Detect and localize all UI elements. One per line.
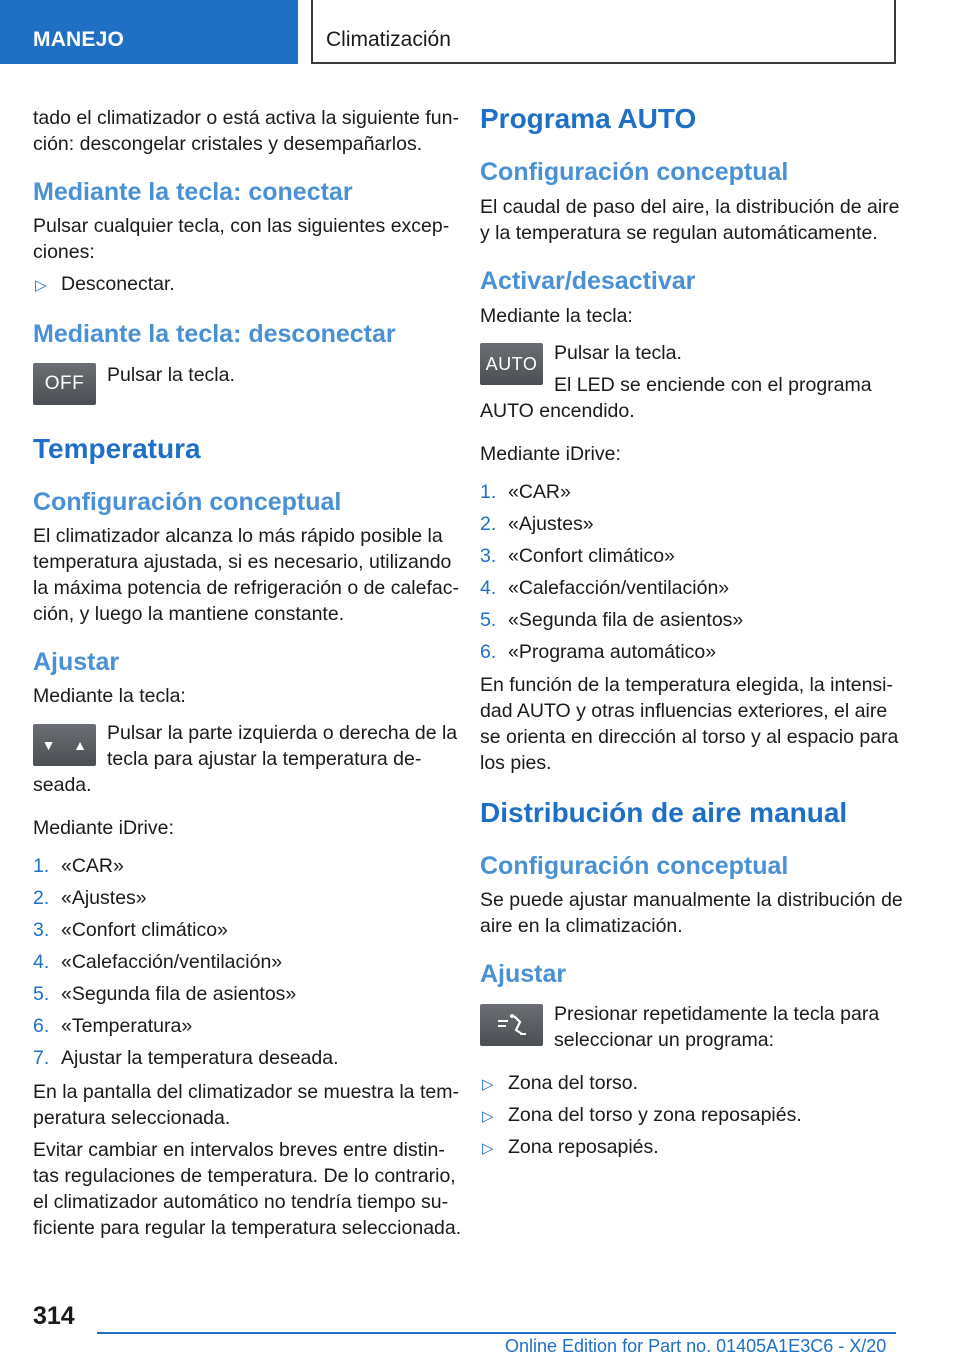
step-number: 6. (33, 1015, 50, 1037)
paragraph-line: El caudal de paso del aire, la distribución de aire (480, 196, 900, 218)
heading-manual-distribution: Distribución de aire manual (480, 797, 848, 828)
step-text: «Temperatura» (61, 1015, 193, 1037)
paragraph-line: Se puede ajustar manualmente la distribución de (480, 889, 903, 911)
step-number: 3. (33, 919, 50, 941)
bullet-triangle-icon: ▷ (482, 1108, 494, 1125)
bullet-triangle-icon: ▷ (35, 277, 47, 294)
step-text: «Segunda fila de asientos» (61, 983, 297, 1005)
header-divider (311, 0, 313, 64)
paragraph-line: El climatizador alcanza lo más rápido posible la (33, 525, 443, 547)
paragraph-line: Presionar repetidamente la tecla para (554, 1003, 880, 1025)
heading-temperature: Temperatura (33, 433, 201, 464)
footer-edition: Online Edition for Part no. 01405A1E3C6 - X/20 (505, 1336, 887, 1356)
heading-concept: Configuración conceptual (480, 852, 789, 880)
temperature-key-icon (33, 724, 96, 766)
heading-toggle: Activar/desactivar (480, 267, 696, 295)
heading-auto-program: Programa AUTO (480, 103, 697, 134)
paragraph-line: En la pantalla del climatizador se muestra la tem- (33, 1081, 459, 1103)
section-label: MANEJO (33, 28, 125, 51)
step-text: «Programa automático» (508, 641, 717, 663)
heading-key-off: Mediante la tecla: desconectar (33, 320, 396, 348)
paragraph-line: Evitar cambiar en intervalos breves entre distin- (33, 1139, 445, 1161)
paragraph-line: Pulsar la parte izquierda o derecha de la (107, 722, 458, 744)
step-text: «Confort climático» (508, 545, 675, 567)
step-number: 7. (33, 1047, 50, 1069)
page-number: 314 (33, 1302, 75, 1330)
bullet-item: Zona del torso y zona reposapiés. (508, 1104, 802, 1126)
paragraph-line: En función de la temperatura elegida, la intensi- (480, 674, 894, 696)
footer-rule (97, 1332, 896, 1334)
paragraph-line: Mediante iDrive: (33, 817, 174, 839)
paragraph-line: Pulsar la tecla. (554, 342, 682, 364)
step-number: 1. (33, 855, 50, 877)
paragraph-line: ficiente para regular la temperatura seleccionada. (33, 1217, 462, 1239)
paragraph-line: tecla para ajustar la temperatura de- (107, 748, 422, 770)
paragraph-line: ción, y luego la mantiene constante. (33, 603, 345, 625)
step-number: 4. (33, 951, 50, 973)
step-text: «Calefacción/ventilación» (508, 577, 730, 599)
step-number: 1. (480, 481, 497, 503)
bullet-triangle-icon: ▷ (482, 1140, 494, 1157)
header-rule (311, 62, 896, 64)
step-number: 5. (480, 609, 497, 631)
step-number: 3. (480, 545, 497, 567)
paragraph-line: seleccionar un programa: (554, 1029, 775, 1051)
paragraph-line: aire en la climatización. (480, 915, 683, 937)
step-text: Ajustar la temperatura deseada. (61, 1047, 339, 1069)
paragraph-line: Pulsar cualquier tecla, con las siguientes excep- (33, 215, 450, 237)
paragraph-line: Pulsar la tecla. (107, 364, 235, 386)
step-text: «Ajustes» (508, 513, 594, 535)
arrow-up-icon: ▲ (73, 737, 88, 753)
auto-key-icon: AUTO (480, 343, 543, 385)
paragraph-line: los pies. (480, 752, 552, 774)
paragraph-line: temperatura ajustada, si es necesario, utilizando (33, 551, 452, 573)
step-text: «CAR» (61, 855, 124, 877)
step-text: «Confort climático» (61, 919, 228, 941)
heading-concept: Configuración conceptual (33, 488, 342, 516)
air-distribution-icon (494, 1012, 530, 1038)
step-text: «Segunda fila de asientos» (508, 609, 744, 631)
paragraph-line: se orienta en dirección al torso y al espacio para (480, 726, 899, 748)
bullet-triangle-icon: ▷ (482, 1076, 494, 1093)
step-number: 4. (480, 577, 497, 599)
step-number: 2. (33, 887, 50, 909)
bullet-item: Zona del torso. (508, 1072, 639, 1094)
step-text: «Calefacción/ventilación» (61, 951, 283, 973)
paragraph-line: Mediante la tecla: (480, 305, 633, 327)
paragraph-line: Mediante iDrive: (480, 443, 621, 465)
paragraph-line: el climatizador automático no tendría tiempo su- (33, 1191, 449, 1213)
intro-line: ción: descongelar cristales y desempañarlos. (33, 133, 423, 155)
paragraph-line: dad AUTO y otras influencias exteriores, el aire (480, 700, 888, 722)
bullet-item: Desconectar. (61, 273, 175, 295)
section-tab (0, 0, 298, 64)
step-text: «CAR» (508, 481, 571, 503)
heading-key-on: Mediante la tecla: conectar (33, 178, 353, 206)
paragraph-line: tas regulaciones de temperatura. De lo contrario, (33, 1165, 456, 1187)
step-number: 2. (480, 513, 497, 535)
off-key-icon: OFF (33, 363, 96, 405)
header-divider-right (894, 0, 896, 64)
paragraph-line: Mediante la tecla: (33, 685, 186, 707)
paragraph-line: y la temperatura se regulan automáticamente. (480, 222, 878, 244)
paragraph-line: la máxima potencia de refrigeración o de calefac- (33, 577, 459, 599)
paragraph-line: seada. (33, 774, 92, 796)
arrow-down-icon: ▼ (41, 737, 56, 753)
paragraph-line: AUTO encendido. (480, 400, 635, 422)
step-number: 6. (480, 641, 497, 663)
step-number: 5. (33, 983, 50, 1005)
step-text: «Ajustes» (61, 887, 147, 909)
bullet-item: Zona reposapiés. (508, 1136, 659, 1158)
air-distribution-key-icon (480, 1004, 543, 1046)
intro-line: tado el climatizador o está activa la siguiente fun- (33, 107, 459, 129)
chapter-title: Climatización (326, 28, 451, 51)
paragraph-line: El LED se enciende con el programa (554, 374, 872, 396)
heading-concept: Configuración conceptual (480, 158, 789, 186)
heading-adjust: Ajustar (480, 960, 567, 988)
heading-adjust: Ajustar (33, 648, 120, 676)
paragraph-line: peratura seleccionada. (33, 1107, 231, 1129)
paragraph-line: ciones: (33, 241, 95, 263)
